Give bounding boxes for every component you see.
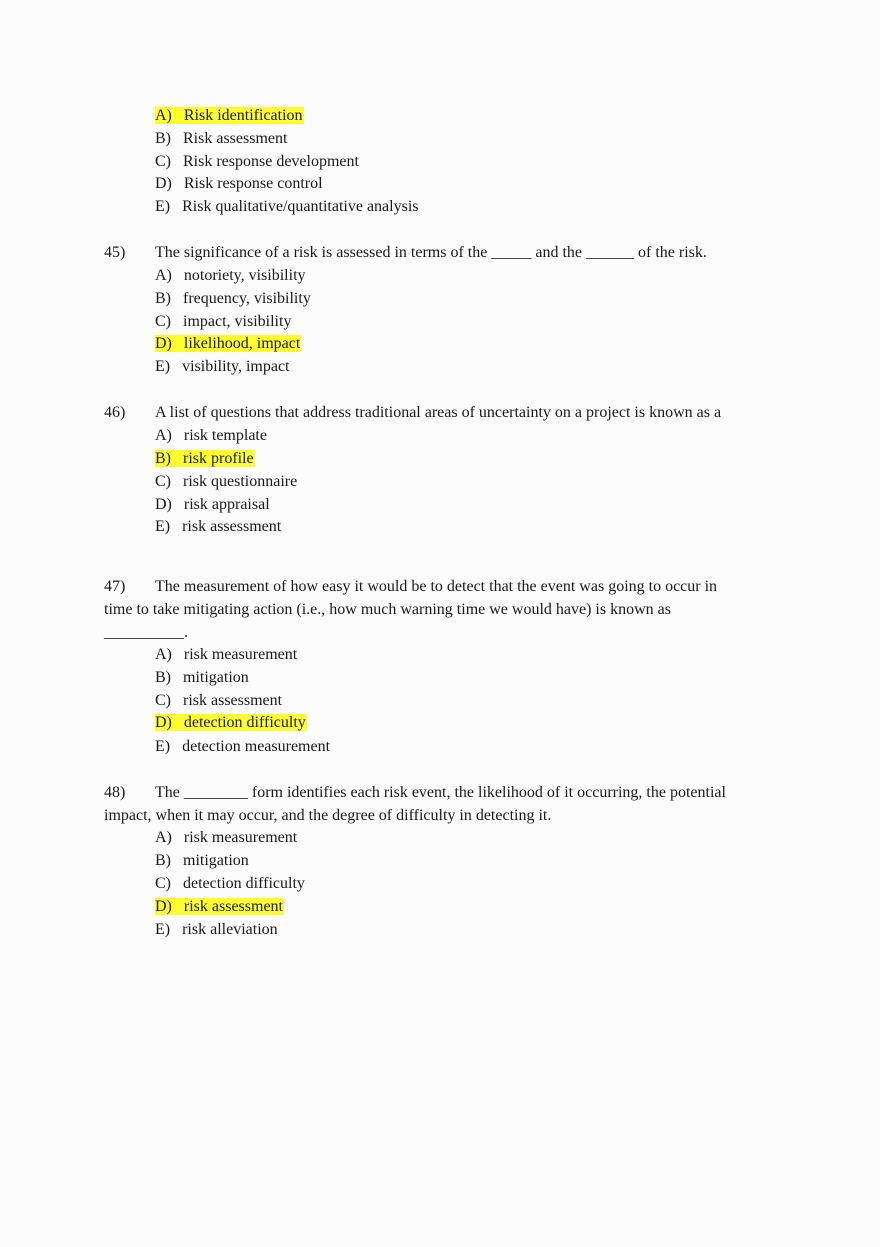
q48-text-line2: impact, when it may occur, and the degree of difficulty in detecting it. xyxy=(104,807,552,824)
q47-text-line3: __________. xyxy=(104,624,188,641)
q48-option-e: E) risk alleviation xyxy=(155,921,278,938)
q44-option-a xyxy=(155,106,304,126)
q45-option-e: E) visibility, impact xyxy=(155,358,290,375)
q46-option-c: C) risk questionnaire xyxy=(155,473,298,490)
q48-number: 48) xyxy=(104,784,126,801)
q47-option-a: A) risk measurement xyxy=(155,646,298,663)
q46-option-b xyxy=(155,449,255,469)
q46-option-e: E) risk assessment xyxy=(155,518,282,535)
q46-option-a: A) risk template xyxy=(155,427,267,444)
q46-number: 46) xyxy=(104,404,126,421)
answer-highlight: A) Risk identification xyxy=(155,107,303,124)
q44-option-d: D) Risk response control xyxy=(155,175,323,192)
q45-option-d xyxy=(155,334,301,354)
q44-option-c: C) Risk response development xyxy=(155,153,359,170)
q48-option-b: B) mitigation xyxy=(155,852,249,869)
q47-option-b: B) mitigation xyxy=(155,669,249,686)
q47-option-e: E) detection measurement xyxy=(155,738,331,755)
q48-option-a: A) risk measurement xyxy=(155,829,298,846)
q45-text: The significance of a risk is assessed in terms of the _____ and the ______ of the risk. xyxy=(155,244,707,261)
q45-option-a: A) notoriety, visibility xyxy=(155,267,306,284)
q48-text-line1: The ________ form identifies each risk event, the likelihood of it occurring, the potential xyxy=(155,784,726,801)
q48-option-c: C) detection difficulty xyxy=(155,875,305,892)
q46-option-d: D) risk appraisal xyxy=(155,496,270,513)
q48-option-d xyxy=(155,897,284,917)
q47-option-c: C) risk assessment xyxy=(155,692,283,709)
q46-text: A list of questions that address traditional areas of uncertainty on a project is known as a xyxy=(155,404,722,421)
q45-option-b: B) frequency, visibility xyxy=(155,290,311,307)
q47-text-line1: The measurement of how easy it would be to detect that the event was going to occur in xyxy=(155,578,718,595)
q47-option-d xyxy=(155,713,307,733)
q45-option-c: C) impact, visibility xyxy=(155,313,292,330)
answer-highlight: D) risk assessment xyxy=(155,898,283,915)
q44-option-b: B) Risk assessment xyxy=(155,130,288,147)
q45-number: 45) xyxy=(104,244,126,261)
q44-option-e: E) Risk qualitative/quantitative analysis xyxy=(155,198,419,215)
answer-highlight: D) detection difficulty xyxy=(155,714,306,731)
q47-text-line2: time to take mitigating action (i.e., how much warning time we would have) is known as xyxy=(104,601,671,618)
q47-number: 47) xyxy=(104,578,126,595)
answer-highlight: B) risk profile xyxy=(155,450,254,467)
answer-highlight: D) likelihood, impact xyxy=(155,335,301,352)
